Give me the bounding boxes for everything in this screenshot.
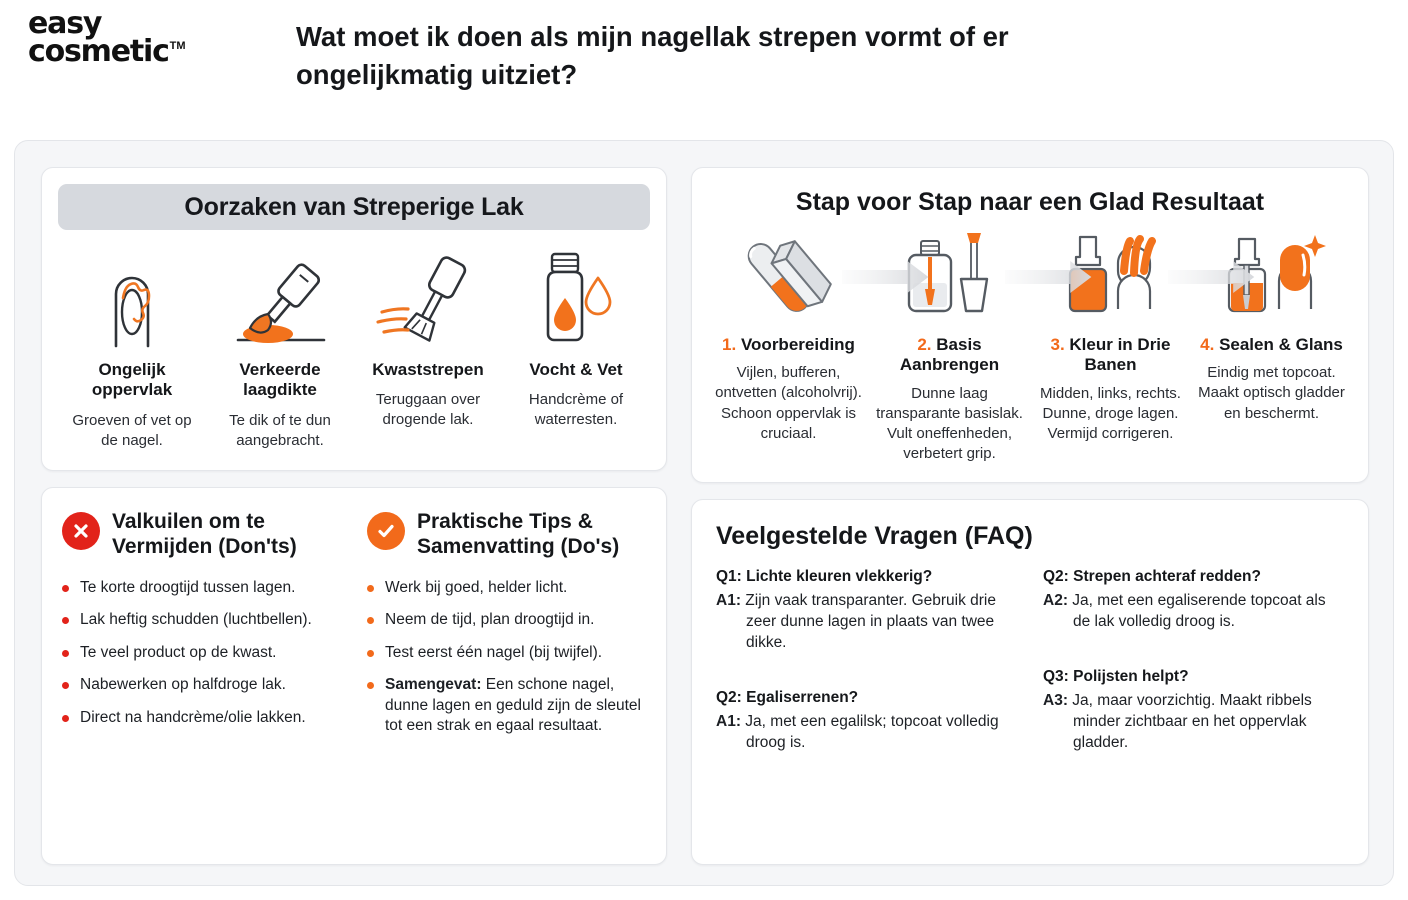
brand-logo[interactable] (0, 0, 268, 70)
steps-row (708, 223, 1352, 464)
check-circle-icon (367, 512, 405, 550)
faq-question (716, 688, 1017, 708)
step-title-text: Kleur in Drie Banen (1069, 335, 1171, 375)
faq-answer-text: Ja, met een egalilsk; topcoat volledig droog is. (745, 712, 999, 751)
left-column (15, 141, 679, 887)
step-title-text: Sealen & Glans (1219, 335, 1343, 354)
cause-item (58, 246, 206, 450)
causes-heading-band (58, 184, 650, 230)
step-number: 1. (722, 335, 737, 354)
steps-card (691, 167, 1369, 483)
cause-item (502, 246, 650, 450)
faq-item (716, 688, 1017, 754)
faq-question-text: Polijsten helpt? (1073, 667, 1189, 685)
causes-grid (58, 246, 650, 450)
cause-title: Kwaststrepen (372, 360, 484, 379)
donts-column (62, 510, 351, 838)
nail-file-buffer-icon (734, 223, 844, 335)
faq-question-text: Lichte kleuren vlekkerig? (746, 568, 933, 586)
faq-answer-label: A1: (716, 712, 741, 730)
faq-answer-label: A3: (1043, 691, 1068, 709)
faq-answer-label: A1: (716, 592, 741, 610)
step-desc: Eindig met topcoat. Maakt optisch gladder en beschermt. (1198, 364, 1345, 422)
faq-item (1043, 567, 1344, 633)
step-item (1191, 223, 1352, 464)
faq-answer-label: A2: (1043, 592, 1068, 610)
faq-answer-text: Ja, met een egaliserende topcoat als de lak volledig droog is. (1072, 592, 1326, 631)
step-desc: Midden, links, rechts. Dunne, droge lagen. Vermijd corrigeren. (1040, 384, 1181, 442)
brush-thick-layer-icon (228, 246, 332, 350)
causes-card (41, 167, 667, 471)
step-title (722, 335, 855, 355)
cause-desc: Handcrème of waterresten. (528, 391, 624, 429)
faq-heading: Veelgestelde Vragen (FAQ) (716, 522, 1033, 551)
dos-donts-card (41, 487, 667, 865)
faq-answer (1043, 591, 1344, 633)
cause-item (206, 246, 354, 450)
uneven-nail-surface-icon (96, 246, 168, 350)
step-item (869, 223, 1030, 464)
cause-item (354, 246, 502, 450)
step-item (1030, 223, 1191, 464)
steps-heading: Stap voor Stap naar een Glad Resultaat (795, 188, 1265, 216)
brand-trademark-icon: TM (169, 40, 186, 53)
step-title (1200, 335, 1343, 355)
cross-circle-icon (62, 512, 100, 550)
faq-question-label: Q3: (1043, 667, 1069, 685)
list-item: Nabewerken op halfdroge lak. (62, 675, 341, 695)
faq-question-text: Strepen achteraf redden? (1073, 568, 1261, 586)
step-title-text: Voorbereiding (740, 335, 855, 354)
causes-heading: Oorzaken van Streperige Lak (184, 192, 524, 221)
dos-column (351, 510, 646, 838)
faq-question-label: Q2: (716, 688, 742, 706)
cause-title: Verkeerde laagdikte (239, 360, 321, 400)
cause-title: Vocht & Vet (529, 360, 623, 379)
faq-question (1043, 567, 1344, 587)
faq-answer-text: Ja, maar voorzichtig. Maakt ribbels minder zichtbaar en het oppervlak gladder. (1072, 691, 1312, 751)
step-number: 4. (1200, 335, 1215, 354)
cause-desc: Groeven of vet op de nagel. (72, 411, 192, 449)
color-three-strokes-icon (1056, 223, 1166, 335)
faq-answer (716, 591, 1017, 653)
faq-question-label: Q2: (1043, 568, 1069, 586)
list-item: Werk bij goed, helder licht. (367, 578, 646, 598)
list-item: Test eerst één nagel (bij twijfel). (367, 643, 646, 663)
dos-title: Praktische Tips & Samenvatting (Do's) (417, 510, 620, 559)
faq-left-column (716, 567, 1017, 769)
faq-answer (1043, 691, 1344, 753)
list-item: Direct na handcrème/olie lakken. (62, 708, 341, 728)
faq-question (716, 567, 1017, 587)
cause-title: Ongelijk oppervlak (91, 360, 173, 400)
bottle-droplet-icon (530, 246, 622, 350)
content-frame (14, 140, 1394, 886)
step-title-text: Basis Aanbrengen (899, 335, 1000, 375)
faq-answer (716, 712, 1017, 754)
donts-list (62, 578, 341, 728)
faq-question-label: Q1: (716, 568, 742, 586)
page-header (0, 0, 1408, 118)
list-item: Neem de tijd, plan droogtijd in. (367, 610, 646, 630)
step-title (873, 335, 1026, 376)
faq-question-text: Egaliserrenen? (746, 688, 859, 706)
topcoat-shine-icon (1217, 223, 1327, 335)
faq-item (716, 567, 1017, 653)
summary-lead: Samengevat: (385, 676, 482, 694)
list-item: Te korte droogtijd tussen lagen. (62, 578, 341, 598)
cause-desc: Teruggaan over drogende lak. (375, 391, 481, 429)
brand-logo-line1: easy (28, 6, 102, 41)
brand-logo-line2: cosmetic (28, 34, 169, 70)
faq-question (1043, 667, 1344, 687)
summary-text: Een schone nagel, dunne lagen en geduld zijn de sleutel tot een strak en egaal resultaat. (385, 676, 641, 735)
faq-item (1043, 667, 1344, 753)
step-desc: Dunne laag transparante basislak. Vult oneffenheden, verbetert grip. (876, 384, 1023, 463)
step-number: 2. (917, 335, 932, 354)
step-desc: Vijlen, bufferen, ontvetten (alcoholvrij). Schoon oppervlak is cruciaal. (715, 364, 862, 442)
list-item: Te veel product op de kwast. (62, 643, 341, 663)
list-item: Lak heftig schudden (luchtbellen). (62, 610, 341, 630)
base-coat-bottle-brush-icon (895, 223, 1005, 335)
list-item-summary (367, 675, 646, 736)
step-item (708, 223, 869, 464)
donts-title: Valkuilen om te Vermijden (Don'ts) (112, 510, 297, 559)
faq-answer-text: Zijn vaak transparanter. Gebruik drie zeer dunne lagen in plaats van twee dikke. (745, 592, 996, 651)
brush-streaks-icon (376, 246, 480, 350)
step-title (1034, 335, 1187, 376)
step-number: 3. (1050, 335, 1065, 354)
dos-list (367, 578, 646, 737)
faq-card (691, 499, 1369, 865)
page-title: Wat moet ik doen als mijn nagellak strepen vormt of er ongelijkmatig uitziet? (296, 21, 1009, 90)
faq-right-column (1043, 567, 1344, 769)
cause-desc: Te dik of te dun aangebracht. (229, 411, 331, 449)
right-column (679, 141, 1395, 887)
